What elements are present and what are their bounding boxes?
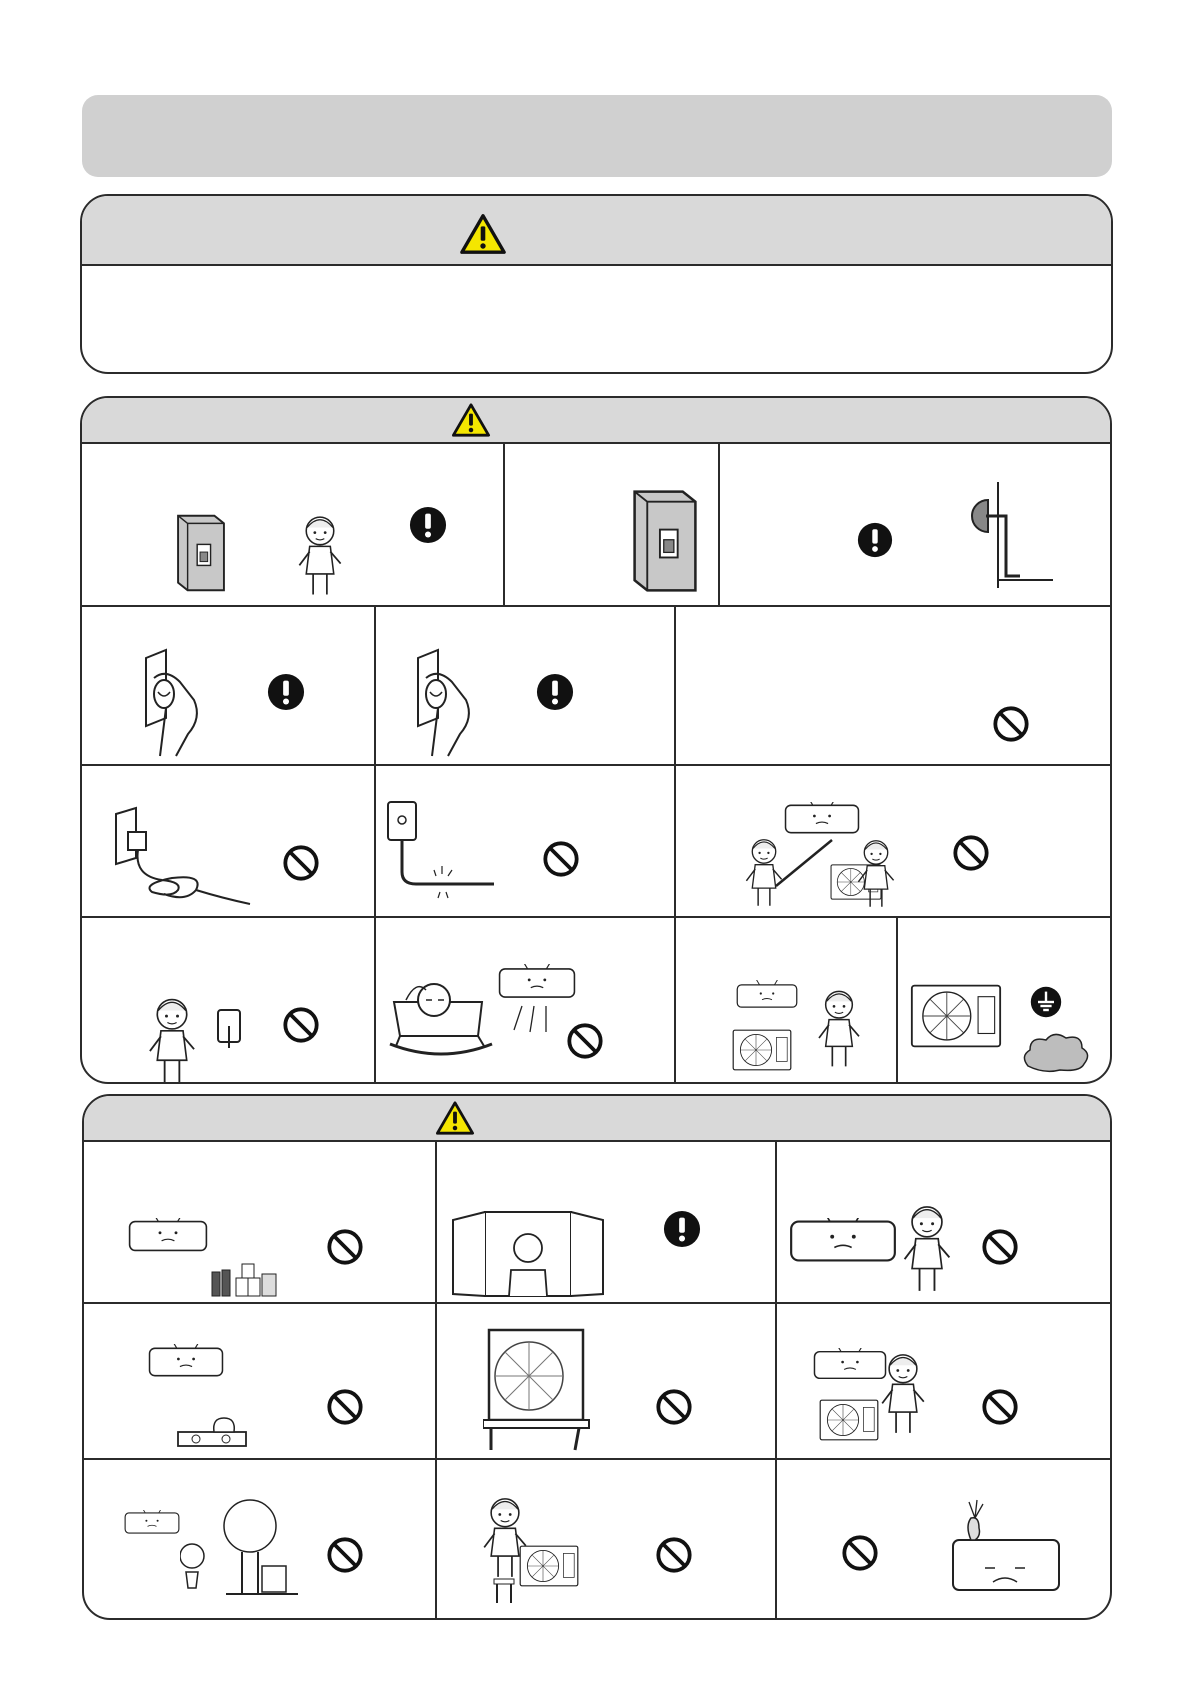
caution-cell [775,1142,1112,1302]
warning-cell [374,916,674,1084]
prohibited-icon [655,1388,693,1426]
prohibited-icon [841,1534,879,1572]
warning-panel [80,396,1112,1084]
indoor-unit-illustration [148,1344,224,1380]
prohibited-icon [992,705,1030,743]
caution-cell [435,1302,775,1458]
outdoor-unit-illustration [519,1542,579,1590]
warning-cell [674,764,1112,916]
ground-icon [1030,986,1062,1018]
panel-header [82,398,1110,444]
outdoor-unit-illustration [732,1028,792,1072]
prohibited-icon [326,1536,364,1574]
prohibited-icon [981,1228,1019,1266]
bottles-illustration [208,1262,278,1298]
girl-illustration [144,994,200,1084]
prohibited-icon [952,834,990,872]
warning-triangle-icon [459,212,507,256]
prohibited-icon [282,844,320,882]
girl-illustration [877,1348,929,1438]
caution-cell [84,1302,435,1458]
window-illustration [449,1208,607,1300]
outdoor-unit-illustration [819,1396,879,1444]
warning-cell [374,764,674,916]
indoor-unit-illustration [789,1218,897,1264]
smoke-cloud-illustration [1020,1028,1092,1074]
coiled-cord-illustration [112,806,252,908]
warning-cell [503,444,718,605]
danger-panel [80,194,1113,374]
indoor-unit-illustration [813,1348,887,1382]
warning-cell [82,916,374,1084]
prohibited-icon [282,1006,320,1044]
warning-triangle-icon [435,1100,475,1136]
caution-cell [84,1458,435,1620]
prohibited-icon [981,1388,1019,1426]
breaker-illustration [627,482,703,600]
breaker-illustration [170,510,232,596]
panel-header [82,196,1111,266]
warning-cell [718,444,1112,605]
plants-illustration [180,1496,300,1596]
warning-cell [674,605,1112,764]
socket-illustration [214,1008,248,1050]
stick-illustration [774,838,834,888]
warning-cell [374,605,674,764]
panel-header [84,1096,1110,1142]
indoor-unit-illustration [784,802,860,836]
mandatory-icon [663,1210,701,1248]
prohibited-icon [326,1228,364,1266]
girl-illustration [899,1198,955,1298]
warning-cell [82,764,374,916]
mandatory-icon [857,522,893,558]
vase-on-unit-illustration [949,1498,1063,1594]
cradle-illustration [386,966,496,1058]
prohibited-icon [655,1536,693,1574]
warning-cell [896,916,1112,1084]
damaged-cord-illustration [386,800,496,900]
plug-hand-illustration [136,647,216,759]
caution-cell [435,1458,775,1620]
caution-panel [82,1094,1112,1620]
caution-cell [84,1142,435,1302]
prohibited-icon [566,1022,604,1060]
warning-cell [82,605,374,764]
mandatory-icon [409,506,447,544]
caution-cell [775,1458,1112,1620]
caution-cell [435,1142,775,1302]
mandatory-icon [536,673,574,711]
airflow-lines [512,1004,562,1034]
stove-illustration [176,1412,248,1448]
title-banner [82,95,1112,177]
caution-cell [775,1302,1112,1458]
child-illustration [854,836,898,910]
plug-hand-illustration [408,647,488,759]
outdoor-unit-illustration [910,980,1002,1052]
ground-wire-illustration [958,480,1058,590]
prohibited-icon [326,1388,364,1426]
indoor-unit-illustration [736,980,798,1012]
indoor-unit-illustration [128,1218,208,1254]
warning-triangle-icon [451,402,491,438]
warning-cell [674,916,896,1084]
stool-illustration [493,1578,515,1604]
outdoor-unit-stand-illustration [483,1326,593,1452]
mandatory-icon [267,673,305,711]
warning-cell [82,444,503,605]
prohibited-icon [542,840,580,878]
girl-illustration [814,978,864,1078]
girl-illustration [294,512,346,598]
indoor-unit-illustration [498,964,576,1002]
indoor-unit-illustration [124,1510,180,1536]
